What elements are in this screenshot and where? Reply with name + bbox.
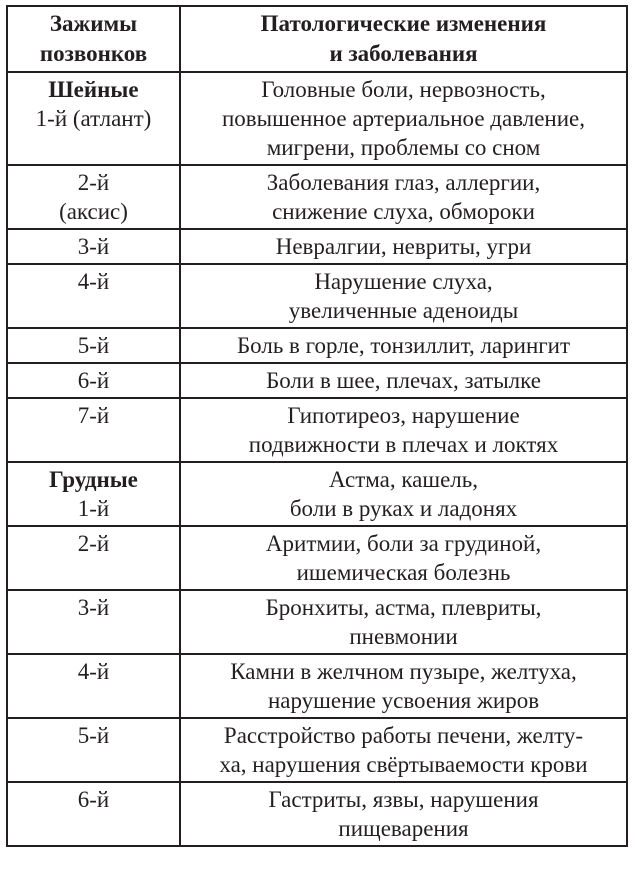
conditions-cell: [180, 229, 627, 264]
condition-line: боли в руках и ладонях: [289, 496, 518, 521]
conditions-cell: [180, 654, 627, 718]
condition-line: Аритмии, боли за грудиной,: [265, 531, 542, 556]
vertebra-cell: [7, 590, 180, 654]
condition-line: Астма, кашель,: [328, 467, 479, 492]
conditions-cell: [180, 398, 627, 462]
vertebra-cell: [7, 165, 180, 229]
table-row: [7, 462, 627, 526]
condition-line: Боли в шее, плечах, затылке: [266, 368, 541, 393]
condition-line: повышенное артериальное давление,: [221, 106, 586, 131]
condition-line: Гипотиреоз, нарушение: [287, 403, 520, 428]
vertebra-label: 3-й: [77, 234, 110, 259]
vertebra-label: (аксис): [59, 199, 128, 224]
table-row: [7, 328, 627, 363]
vertebra-cell: [7, 264, 180, 328]
conditions-cell: [180, 165, 627, 229]
header-line: Зажимы: [49, 11, 138, 36]
vertebra-cell: [7, 398, 180, 462]
table-row: [7, 229, 627, 264]
vertebra-cell: [7, 782, 180, 846]
header-line: и заболевания: [329, 41, 478, 66]
condition-line: подвижности в плечах и локтях: [248, 432, 559, 457]
condition-line: нарушение усвоения жиров: [267, 688, 540, 713]
condition-line: мигрени, проблемы со сном: [266, 135, 541, 160]
table-row: [7, 526, 627, 590]
header-line: позвонков: [39, 41, 148, 66]
table-row: [7, 398, 627, 462]
vertebra-label: 1-й: [77, 496, 110, 521]
header-line: Патологические изменения: [260, 11, 547, 36]
vertebra-label: 4-й: [77, 659, 110, 684]
vertebra-label: 5-й: [77, 723, 110, 748]
condition-line: пневмонии: [349, 624, 458, 649]
vertebra-label: 3-й: [77, 595, 110, 620]
vertebra-cell: [7, 718, 180, 782]
vertebra-cell: [7, 363, 180, 398]
condition-line: Бронхиты, астма, плевриты,: [265, 595, 542, 620]
table-header-row: [7, 6, 627, 72]
conditions-cell: [180, 72, 627, 165]
condition-line: пищеварения: [338, 816, 469, 841]
vertebra-cell: [7, 654, 180, 718]
vertebra-label: 1-й (атлант): [35, 106, 152, 131]
table-row: [7, 782, 627, 846]
conditions-cell: [180, 328, 627, 363]
condition-line: ишемическая болезнь: [296, 560, 511, 585]
header-conditions: [180, 6, 627, 72]
condition-line: Расстройство работы печени, желту-: [223, 723, 584, 748]
table-row: [7, 72, 627, 165]
condition-line: Гастриты, язвы, нарушения: [268, 787, 539, 812]
conditions-cell: [180, 462, 627, 526]
vertebra-label: 6-й: [77, 368, 110, 393]
condition-line: Нарушение слуха,: [314, 269, 493, 294]
conditions-cell: [180, 782, 627, 846]
vertebra-cell: [7, 462, 180, 526]
conditions-cell: [180, 590, 627, 654]
conditions-cell: [180, 363, 627, 398]
spine-section-label: Шейные: [48, 77, 139, 102]
table-row: [7, 363, 627, 398]
spine-section-label: Грудные: [49, 467, 138, 492]
condition-line: ха, нарушения свёртываемости крови: [219, 752, 588, 777]
vertebra-cell: [7, 72, 180, 165]
vertebra-cell: [7, 229, 180, 264]
vertebra-label: 6-й: [77, 787, 110, 812]
condition-line: увеличенные аденоиды: [288, 298, 519, 323]
vertebra-label: 2-й: [77, 531, 110, 556]
condition-line: Боль в горле, тонзиллит, ларингит: [236, 333, 571, 358]
conditions-cell: [180, 526, 627, 590]
conditions-cell: [180, 718, 627, 782]
condition-line: Головные боли, нервозность,: [261, 77, 546, 102]
condition-line: Заболевания глаз, аллергии,: [266, 170, 541, 195]
table-row: [7, 654, 627, 718]
condition-line: снижение слуха, обмороки: [272, 199, 535, 224]
vertebra-label: 5-й: [77, 333, 110, 358]
table-row: [7, 590, 627, 654]
table-row: [7, 165, 627, 229]
vertebra-cell: [7, 328, 180, 363]
vertebra-label: 2-й: [77, 170, 110, 195]
table-row: [7, 718, 627, 782]
table-row: [7, 264, 627, 328]
vertebra-cell: [7, 526, 180, 590]
vertebra-label: 4-й: [77, 269, 110, 294]
condition-line: Камни в желчном пузыре, желтуха,: [230, 659, 577, 684]
vertebra-label: 7-й: [77, 403, 110, 428]
condition-line: Невралгии, невриты, угри: [275, 234, 532, 259]
table-body: [7, 72, 627, 846]
conditions-cell: [180, 264, 627, 328]
header-vertebrae: [7, 6, 180, 72]
vertebrae-table: [6, 5, 628, 847]
